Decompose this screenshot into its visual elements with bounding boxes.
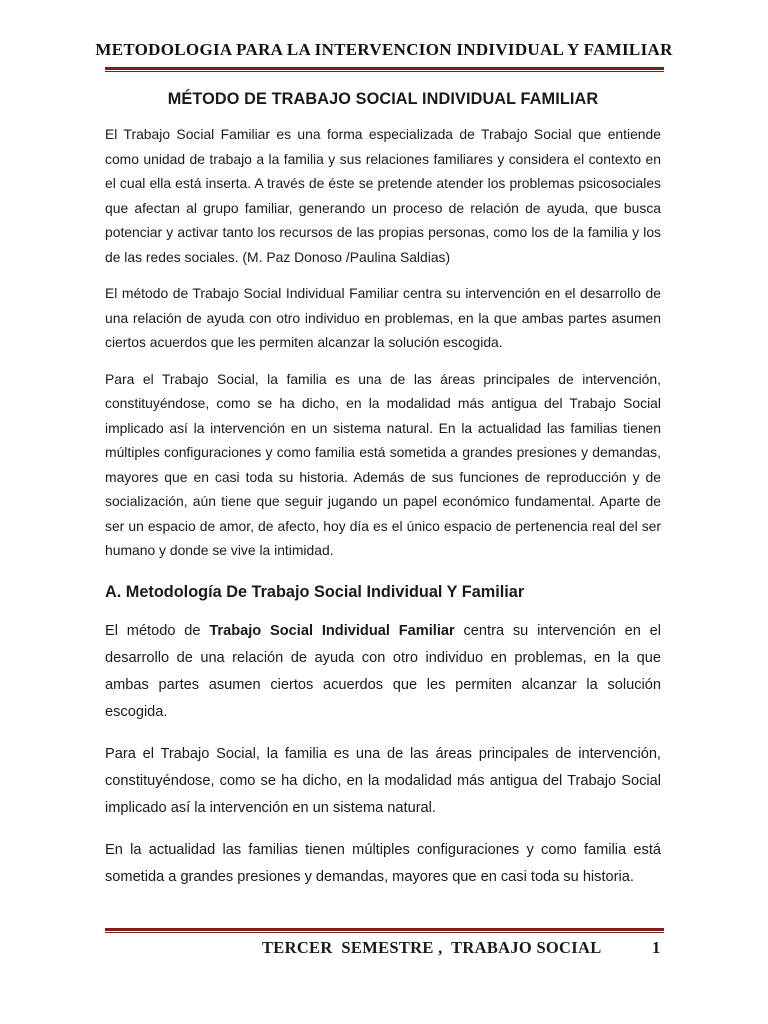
section-a-heading: A. Metodología De Trabajo Social Individual Y Familiar bbox=[105, 582, 525, 601]
section-a-paragraph-2: Para el Trabajo Social, la familia es una de las áreas principales de intervención, constituyéndose, como se ha dicho, en la modalidad más antigua del Trabajo Social implicado así la intervención en un sistema natural. bbox=[105, 745, 661, 816]
page-number: 1 bbox=[652, 938, 661, 957]
document-body bbox=[105, 90, 661, 906]
header-divider bbox=[105, 67, 664, 72]
paragraph-3: Para el Trabajo Social, la familia es una de las áreas principales de intervención, constituyéndose, como se ha dicho, en la modalidad más antigua del Trabajo Social implicado así la intervención en un sistema natural. En la actualidad las familias tienen múltiples configuraciones y como familia está sometida a grandes presiones y demandas, mayores que en casi toda su historia. Además de sus funciones de reproducción y de socialización, aún tiene que seguir jugando un papel económico fundamental. Aparte de ser un espacio de amor, de afecto, hoy día es el único espacio de pertenencia real del ser humano y donde se vive la intimidad. bbox=[105, 370, 661, 558]
running-header: METODOLOGIA PARA LA INTERVENCION INDIVIDUAL Y FAMILIAR bbox=[95, 40, 673, 59]
section-a-p1-bold: Trabajo Social Individual Familiar bbox=[209, 622, 455, 639]
paragraph-2: El método de Trabajo Social Individual Familiar centra su intervención en el desarrollo de una relación de ayuda con otro individuo en problemas, en la que ambas partes asumen ciertos acuerdos que les permiten alcanzar la solución escogida. bbox=[105, 285, 661, 350]
footer-label: TERCER SEMESTRE , TRABAJO SOCIAL bbox=[262, 938, 602, 957]
section-a-p1-rest: centra su intervención en el desarrollo de una relación de ayuda con otro individuo en problemas, en la que ambas partes asumen ciertos acuerdos que les permiten alcanzar la solución escogida. bbox=[105, 622, 661, 720]
section-a-p1-lead: El método de bbox=[105, 622, 210, 639]
footer-divider bbox=[105, 928, 664, 933]
document-title: MÉTODO DE TRABAJO SOCIAL INDIVIDUAL FAMILIAR bbox=[167, 90, 599, 108]
paragraph-1: El Trabajo Social Familiar es una forma especializada de Trabajo Social que entiende como unidad de trabajo a la familia y sus relaciones familiares y considera el contexto en el cual ella está inserta. A través de éste se pretende atender los problemas psicosociales que afectan al grupo familiar, generando un proceso de relación de ayuda, que busca potenciar y activar tanto los recursos de las propias personas, como los de la familia y los de las redes sociales. (M. Paz Donoso /Paulina Saldias) bbox=[105, 126, 661, 265]
section-a-paragraph-1 bbox=[105, 618, 661, 726]
section-a-paragraph-3: En la actualidad las familias tienen múltiples configuraciones y como familia está sometida a grandes presiones y demandas, mayores que en casi toda su historia. bbox=[105, 841, 661, 885]
